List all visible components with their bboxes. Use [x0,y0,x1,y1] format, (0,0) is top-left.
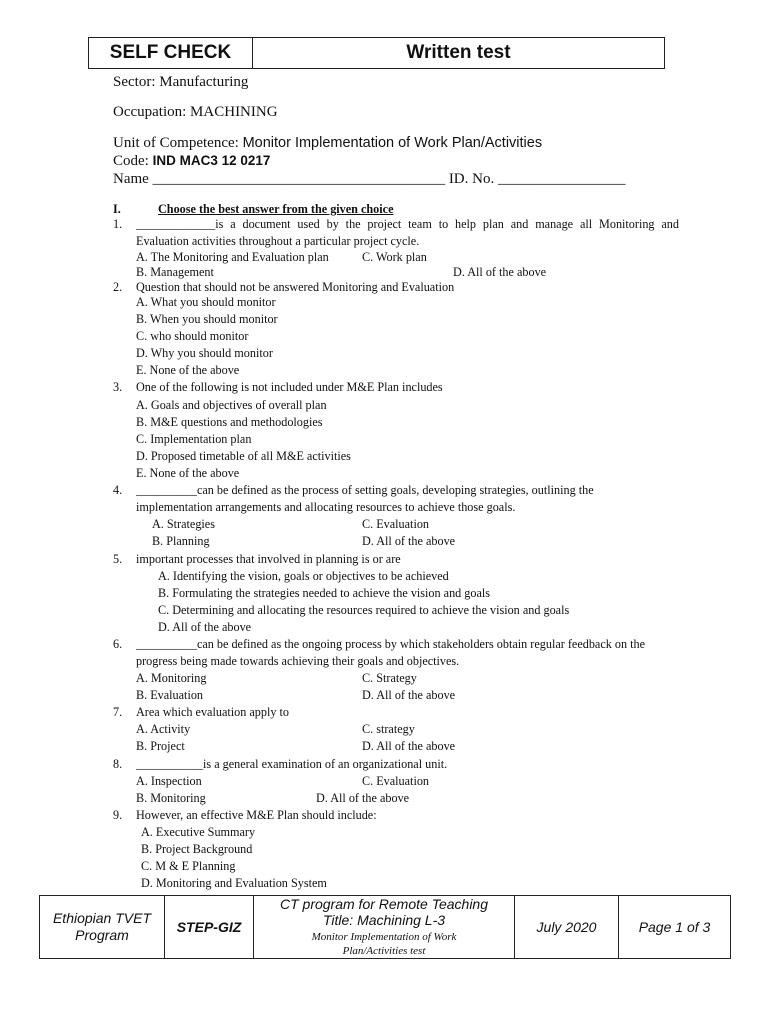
q3-number: 3. [113,380,123,394]
self-check-cell: SELF CHECK [89,38,253,68]
q1-option-b: B. Management [136,265,214,279]
footer-page-number: Page 1 of 3 [638,919,711,935]
q9-text: However, an effective M&E Plan should include: [136,808,377,822]
q5-option-c: C. Determining and allocating the resources required to achieve the vision and goals [158,603,570,617]
footer-org-line1: Ethiopian TVET [52,910,152,926]
code-line [113,153,270,170]
q6-option-a: A. Monitoring [136,671,207,685]
name-id-line: Name _______________________________________ ID. No. _________________ [113,171,626,187]
footer-date: July 2020 [536,919,597,935]
footer-title-line1: CT program for Remote Teaching [279,896,489,912]
q8-number: 8. [113,757,123,771]
section-number: I. [113,202,121,216]
q4-text-line2: implementation arrangements and allocating resources to achieve those goals. [136,500,516,514]
q8-option-b: B. Monitoring [136,791,206,805]
q9-option-b: B. Project Background [141,842,253,856]
q9-option-a: A. Executive Summary [141,825,256,839]
unit-value: Monitor Implementation of Work Plan/Activities [242,135,543,151]
q2-text: Question that should not be answered Monitoring and Evaluation [136,280,455,294]
footer-date-cell [515,896,619,958]
footer-title-line2: Title: Machining L-3 [322,912,446,928]
q2-option-d: D. Why you should monitor [136,346,273,360]
footer-page-cell [619,896,730,958]
footer-step-cell [165,896,254,958]
q4-option-a: A. Strategies [152,517,215,531]
q8-option-a: A. Inspection [136,774,202,788]
unit-label: Unit of Competence: [113,135,243,151]
q6-option-d: D. All of the above [362,688,456,702]
q8-text: ___________is a general examination of an organizational unit. [136,757,448,771]
q6-text-line1: __________can be defined as the ongoing process by which stakeholders obtain regular feedback on the [136,637,646,651]
footer-title-line4: Plan/Activities test [342,945,426,957]
unit-line [113,135,542,152]
q4-option-b: B. Planning [152,534,210,548]
q6-option-b: B. Evaluation [136,688,204,702]
q9-option-c: C. M & E Planning [141,859,236,873]
q5-option-b: B. Formulating the strategies needed to achieve the vision and goals [158,586,491,600]
q1-text-line2: Evaluation activities throughout a particular project cycle. [136,234,420,248]
q2-option-c: C. who should monitor [136,329,249,343]
q3-option-b: B. M&E questions and methodologies [136,415,323,429]
q6-number: 6. [113,637,123,651]
q6-text-line2: progress being made towards achieving their goals and objectives. [136,654,460,668]
q2-option-e: E. None of the above [136,363,240,377]
q7-option-b: B. Project [136,739,185,753]
q1-option-a: A. The Monitoring and Evaluation plan [136,250,329,264]
q2-option-b: B. When you should monitor [136,312,278,326]
q2-number: 2. [113,280,123,294]
q7-option-c: C. strategy [362,722,415,736]
code-value: IND MAC3 12 0217 [152,153,271,168]
q3-option-a: A. Goals and objectives of overall plan [136,398,327,412]
occupation-line: Occupation: MACHINING [113,104,278,120]
q3-option-d: D. Proposed timetable of all M&E activities [136,449,351,463]
q4-option-c: C. Evaluation [362,517,430,531]
footer-org-line2: Program [75,927,129,943]
q8-option-d: D. All of the above [316,791,410,805]
q1-number: 1. [113,217,123,231]
q7-text: Area which evaluation apply to [136,705,289,719]
sector-line: Sector: Manufacturing [113,74,249,90]
q3-option-e: E. None of the above [136,466,240,480]
q4-text-line1: __________can be defined as the process of setting goals, developing strategies, outlining the [136,483,594,497]
q5-number: 5. [113,552,123,566]
q3-text: One of the following is not included under M&E Plan includes [136,380,443,394]
q4-option-d: D. All of the above [362,534,456,548]
written-test-cell: Written test [406,42,511,63]
q5-option-d: D. All of the above [158,620,252,634]
q7-number: 7. [113,705,123,719]
footer-org-cell [40,896,165,958]
section-title: Choose the best answer from the given choice [158,202,394,216]
q2-option-a: A. What you should monitor [136,295,276,309]
footer-table [39,895,731,959]
q9-option-d: D. Monitoring and Evaluation System [141,876,327,890]
q9-number: 9. [113,808,123,822]
q1-option-c: C. Work plan [362,250,427,264]
q8-option-c: C. Evaluation [362,774,430,788]
q4-number: 4. [113,483,123,497]
header-table [88,37,665,69]
q7-option-a: A. Activity [136,722,191,736]
footer-title-line3: Monitor Implementation of Work [311,931,457,943]
q5-option-a: A. Identifying the vision, goals or objectives to be achieved [158,569,449,583]
footer-title-cell [254,896,515,958]
q1-text-line1: _____________is a document used by the project team to help plan and manage all Monitoring and [136,217,679,231]
q3-option-c: C. Implementation plan [136,432,252,446]
q7-option-d: D. All of the above [362,739,456,753]
footer-step: STEP-GIZ [176,919,242,935]
q1-option-d: D. All of the above [453,265,547,279]
q6-option-c: C. Strategy [362,671,417,685]
code-label: Code: [113,153,153,169]
q5-text: important processes that involved in planning is or are [136,552,401,566]
